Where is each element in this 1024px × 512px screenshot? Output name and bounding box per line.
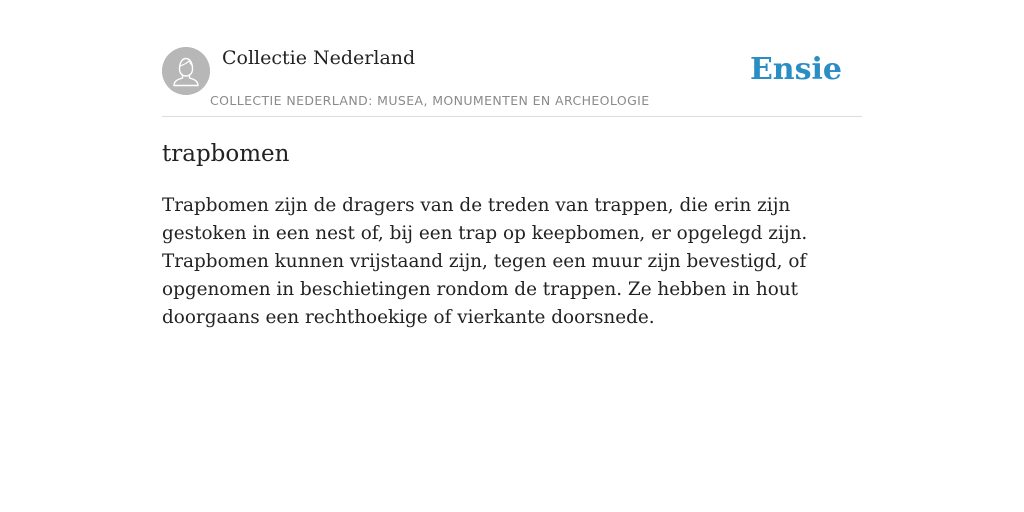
author-avatar[interactable] bbox=[162, 47, 210, 95]
user-avatar-icon bbox=[162, 47, 210, 95]
ensie-logo-link[interactable]: Ensie bbox=[749, 52, 842, 87]
page-header bbox=[162, 40, 862, 117]
author-name-link[interactable]: Collectie Nederland bbox=[222, 47, 416, 69]
entry-definition: Trapbomen zijn de dragers van de treden van trappen, die erin zijn gestoken in een nest of, bij een trap op keepbomen, er opgelegd zijn. Trapbomen kunnen vrijstaand zijn, tegen een muur zijn bevestigd, of opgenomen in beschietingen rondom de trappen. Ze hebben in hout doorgaans een rechthoekige of vierkante doorsnede. bbox=[162, 195, 808, 328]
author-subtitle-link[interactable]: COLLECTIE NEDERLAND: MUSEA, MONUMENTEN EN ARCHEOLOGIE bbox=[210, 93, 650, 108]
entry-term: trapbomen bbox=[162, 141, 290, 167]
